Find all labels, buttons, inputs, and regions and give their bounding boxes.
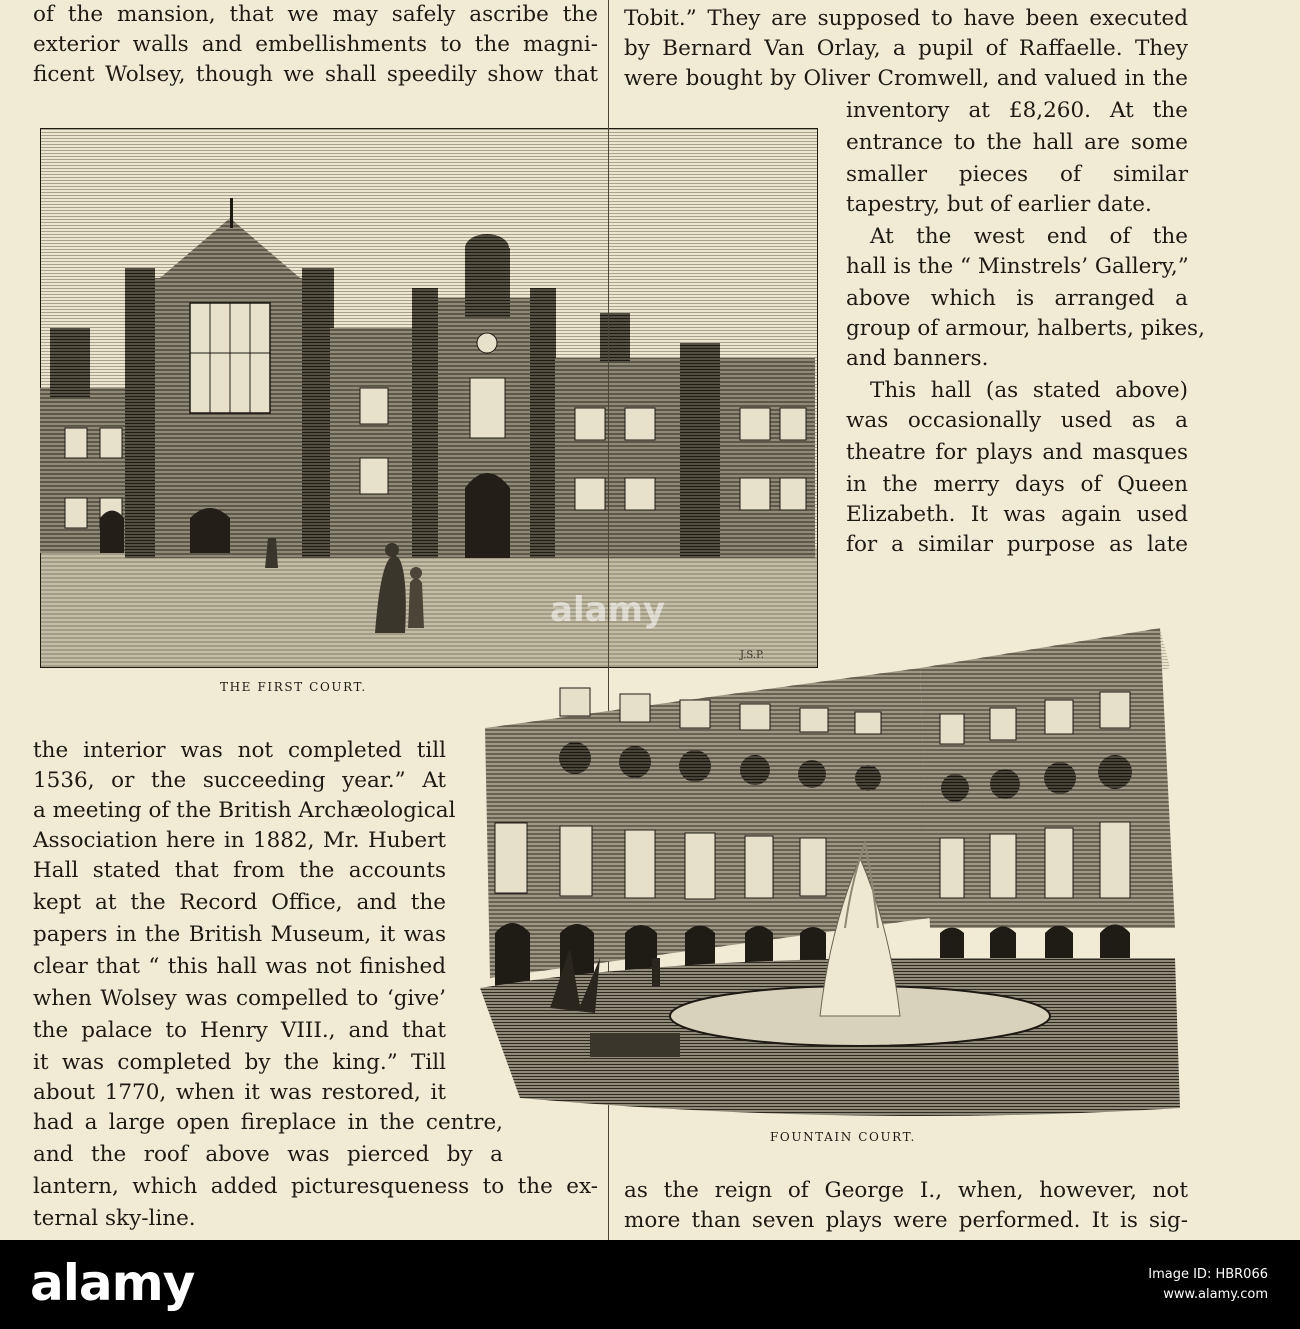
text-line: had a large open fireplace in the centre,: [33, 1110, 503, 1135]
text-line: above which is arranged a: [846, 286, 1188, 311]
text-line: about 1770, when it was restored, it: [33, 1080, 446, 1105]
image-id-block: [1148, 1265, 1268, 1305]
text-line: Hall stated that from the accounts: [33, 858, 446, 883]
text-line: a meeting of the British Archæological: [33, 798, 456, 823]
text-line: At the west end of the: [870, 224, 1188, 249]
text-line: for a similar purpose as late: [846, 532, 1188, 557]
text-line: entrance to the hall are some: [846, 130, 1188, 155]
fountain-court-caption: FOUNTAIN COURT.: [770, 1130, 916, 1144]
site-url: www.alamy.com: [1163, 1287, 1268, 1302]
first-court-engraving: [40, 128, 818, 668]
text-line: and the roof above was pierced by a: [33, 1142, 503, 1167]
text-line: Association here in 1882, Mr. Hubert: [33, 828, 446, 853]
text-line: when Wolsey was compelled to ‘give’: [33, 986, 446, 1011]
engraver-mark: J.S.P.: [740, 650, 764, 661]
text-line: ternal sky-line.: [33, 1206, 196, 1231]
text-line: inventory at £8,260. At the: [846, 98, 1188, 123]
text-line: kept at the Record Office, and the: [33, 890, 446, 915]
text-line: clear that “ this hall was not finished: [33, 954, 446, 979]
watermark: alamy: [550, 590, 666, 630]
text-line: the palace to Henry VIII., and that: [33, 1018, 446, 1043]
text-line: lantern, which added picturesqueness to the ex-: [33, 1174, 598, 1199]
text-line: the interior was not completed till: [33, 738, 446, 763]
text-line: ficent Wolsey, though we shall speedily show that: [33, 62, 598, 87]
text-line: hall is the “ Minstrels’ Gallery,”: [846, 254, 1189, 279]
text-line: were bought by Oliver Cromwell, and valued in the: [624, 66, 1188, 91]
text-line: of the mansion, that we may safely ascribe the: [33, 2, 598, 27]
text-line: it was completed by the king.” Till: [33, 1050, 446, 1075]
text-line: group of armour, halberts, pikes,: [846, 316, 1205, 341]
first-court-caption: THE FIRST COURT.: [220, 680, 367, 694]
text-line: exterior walls and embellishments to the magni-: [33, 32, 598, 57]
alamy-logo: alamy: [30, 1254, 195, 1312]
text-line: 1536, or the succeeding year.” At: [33, 768, 446, 793]
text-line: This hall (as stated above): [870, 378, 1188, 403]
text-line: papers in the British Museum, it was: [33, 922, 446, 947]
image-id: Image ID: HBR066: [1148, 1267, 1268, 1282]
text-line: and banners.: [846, 346, 989, 371]
text-line: Tobit.” They are supposed to have been executed: [624, 6, 1188, 31]
text-line: in the merry days of Queen: [846, 472, 1188, 497]
text-line: more than seven plays were performed. It is sig-: [624, 1208, 1188, 1233]
text-line: tapestry, but of earlier date.: [846, 192, 1152, 217]
text-line: by Bernard Van Orlay, a pupil of Raffaelle. They: [624, 36, 1188, 61]
stock-footer-bar: [0, 1240, 1300, 1329]
text-line: smaller pieces of similar: [846, 162, 1188, 187]
text-line: as the reign of George I., when, however, not: [624, 1178, 1188, 1203]
text-line: Elizabeth. It was again used: [846, 502, 1188, 527]
text-line: was occasionally used as a: [846, 408, 1188, 433]
fountain-court-engraving: [460, 628, 1200, 1128]
text-line: theatre for plays and masques: [846, 440, 1188, 465]
